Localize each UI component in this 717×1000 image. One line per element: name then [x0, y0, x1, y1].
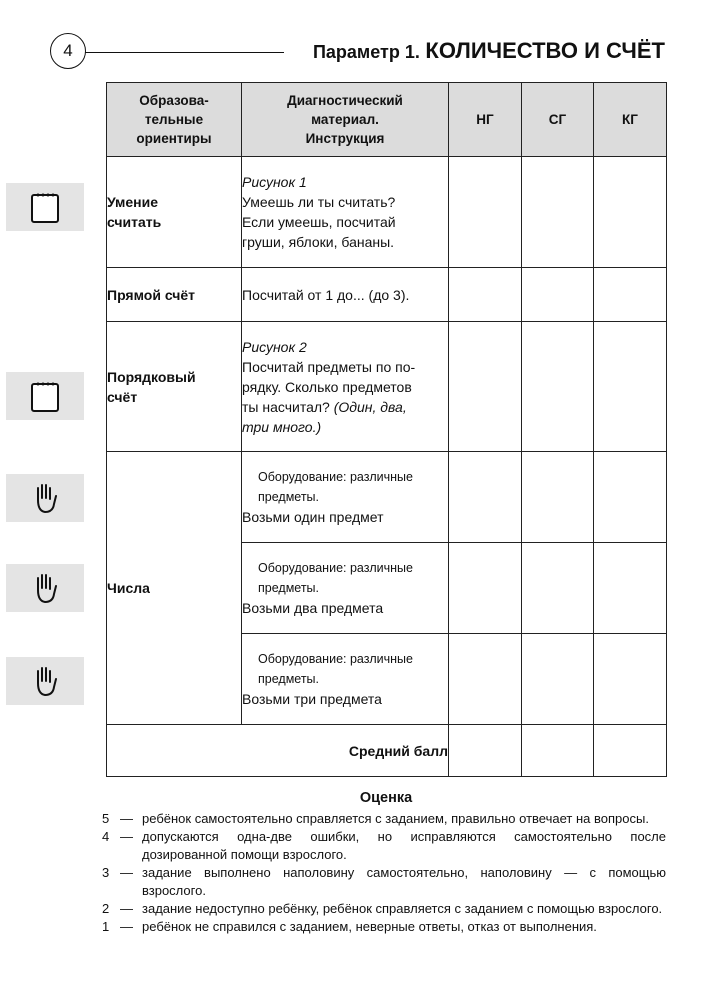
- grade-number: 2: [102, 901, 110, 916]
- instruction-text: Посчитай от 1 до... (до 3).: [242, 268, 449, 322]
- score-cell-sg[interactable]: [522, 634, 594, 725]
- page-title: [313, 38, 665, 64]
- score-cell-sg[interactable]: [522, 322, 594, 452]
- page-number: 4: [50, 33, 86, 69]
- notepad-icon: [30, 190, 60, 224]
- grading-item: 1 — ребёнок не справился с заданием, неверные ответы, отказ от выполнения.: [106, 918, 666, 936]
- equipment-text: Оборудование: различные предметы.: [258, 652, 413, 686]
- grade-text: ребёнок не справился с заданием, неверные ответы, отказ от выполнения.: [142, 919, 597, 934]
- table-header-row: [107, 83, 667, 157]
- grading-item: 2 — задание недоступно ребёнку, ребёнок справляется с заданием с помощью взрослого.: [106, 900, 666, 918]
- score-cell-kg[interactable]: [594, 268, 667, 322]
- side-tab-notepad-2: [6, 372, 84, 420]
- grade-text: допускаются одна-две ошибки, но исправляются самостоятельно после дозированной помощи взрослого.: [142, 829, 666, 862]
- score-cell-ng[interactable]: [449, 157, 522, 268]
- grade-text: ребёнок самостоятельно справляется с заданием, правильно отвечает на вопросы.: [142, 811, 649, 826]
- score-cell-ng[interactable]: [449, 725, 522, 777]
- grade-number: 4: [102, 829, 110, 844]
- assessment-table: [106, 82, 667, 777]
- hand-icon: [31, 572, 59, 604]
- hand-icon: [31, 665, 59, 697]
- side-tab-hand-2: [6, 564, 84, 612]
- row-instruction: [242, 634, 449, 725]
- table-row: [107, 268, 667, 322]
- task-text: Возьми один предмет: [242, 509, 384, 525]
- hand-icon: [31, 482, 59, 514]
- score-cell-kg[interactable]: [594, 543, 667, 634]
- score-cell-sg[interactable]: [522, 268, 594, 322]
- row-label: Порядковый счёт: [107, 322, 242, 452]
- score-cell-sg[interactable]: [522, 452, 594, 543]
- notepad-icon: [30, 379, 60, 413]
- grading-item: 5 — ребёнок самостоятельно справляется с заданием, правильно отвечает на вопросы.: [106, 810, 666, 828]
- col-header-ng: НГ: [449, 83, 522, 157]
- parameter-label: Параметр 1.: [312, 42, 420, 62]
- row-instruction: [242, 157, 449, 268]
- grading-item: 3 — задание выполнено наполовину самостоятельно, наполовину — с помощью взрослого.: [102, 865, 666, 898]
- col-header-sg: СГ: [522, 83, 594, 157]
- instruction-text: Умеешь ли ты считать? Если умеешь, посчитай груши, яблоки, бананы.: [242, 194, 396, 250]
- score-cell-kg[interactable]: [594, 452, 667, 543]
- grade-text: задание недоступно ребёнку, ребёнок справляется с заданием с помощью взрослого.: [142, 901, 663, 916]
- col-header-material: Диагностический материал. Инструкция: [242, 83, 449, 157]
- grade-number: 3: [102, 865, 110, 880]
- score-cell-kg[interactable]: [594, 725, 667, 777]
- side-tab-hand-1: [6, 474, 84, 522]
- score-cell-sg[interactable]: [522, 157, 594, 268]
- grading-section: [102, 790, 666, 936]
- row-label: Числа: [107, 452, 242, 725]
- instruction-answer: (Один, два, три много.): [242, 398, 407, 435]
- grading-title: Оценка: [359, 790, 413, 806]
- row-instruction: [242, 452, 449, 543]
- figure-ref: Рисунок 1: [242, 174, 307, 190]
- task-text: Возьми три предмета: [242, 691, 382, 707]
- score-cell-ng[interactable]: [449, 268, 522, 322]
- col-header-orientiry: Образова- тельные ориентиры: [107, 83, 242, 157]
- parameter-name: КОЛИЧЕСТВО И СЧЁТ: [425, 38, 665, 63]
- equipment-text: Оборудование: различные предметы.: [258, 561, 413, 595]
- row-label: Прямой счёт: [107, 268, 242, 322]
- score-cell-ng[interactable]: [449, 543, 522, 634]
- grading-item: 4 — допускаются одна-две ошибки, но исправляются самостоятельно после дозированной помощи взрослого.: [102, 829, 666, 862]
- table-row: [107, 322, 667, 452]
- score-cell-kg[interactable]: [594, 634, 667, 725]
- grade-number: 1: [102, 919, 110, 934]
- header-rule: [84, 52, 284, 53]
- side-tab-notepad-1: [6, 183, 84, 231]
- grade-text: задание выполнено наполовину самостоятельно, наполовину — с помощью взрослого.: [142, 865, 666, 898]
- score-cell-sg[interactable]: [522, 543, 594, 634]
- table-row-average: [107, 725, 667, 777]
- side-tab-hand-3: [6, 657, 84, 705]
- row-label: Умение считать: [107, 157, 242, 268]
- task-text: Возьми два предмета: [242, 600, 384, 616]
- row-instruction: [242, 543, 449, 634]
- instruction-text: [242, 357, 448, 437]
- table-row: [107, 452, 667, 543]
- table-row: [107, 157, 667, 268]
- score-cell-ng[interactable]: [449, 634, 522, 725]
- score-cell-sg[interactable]: [522, 725, 594, 777]
- average-label: Средний балл: [107, 725, 449, 777]
- score-cell-kg[interactable]: [594, 157, 667, 268]
- figure-ref: Рисунок 2: [242, 338, 307, 355]
- row-instruction: [242, 322, 449, 452]
- instruction-main: Посчитай предметы по по- рядку. Сколько предметов ты насчитал?: [242, 358, 416, 415]
- col-header-kg: КГ: [594, 83, 667, 157]
- score-cell-ng[interactable]: [449, 452, 522, 543]
- score-cell-kg[interactable]: [594, 322, 667, 452]
- equipment-text: Оборудование: различные предметы.: [258, 470, 413, 504]
- grade-number: 5: [102, 811, 110, 826]
- score-cell-ng[interactable]: [449, 322, 522, 452]
